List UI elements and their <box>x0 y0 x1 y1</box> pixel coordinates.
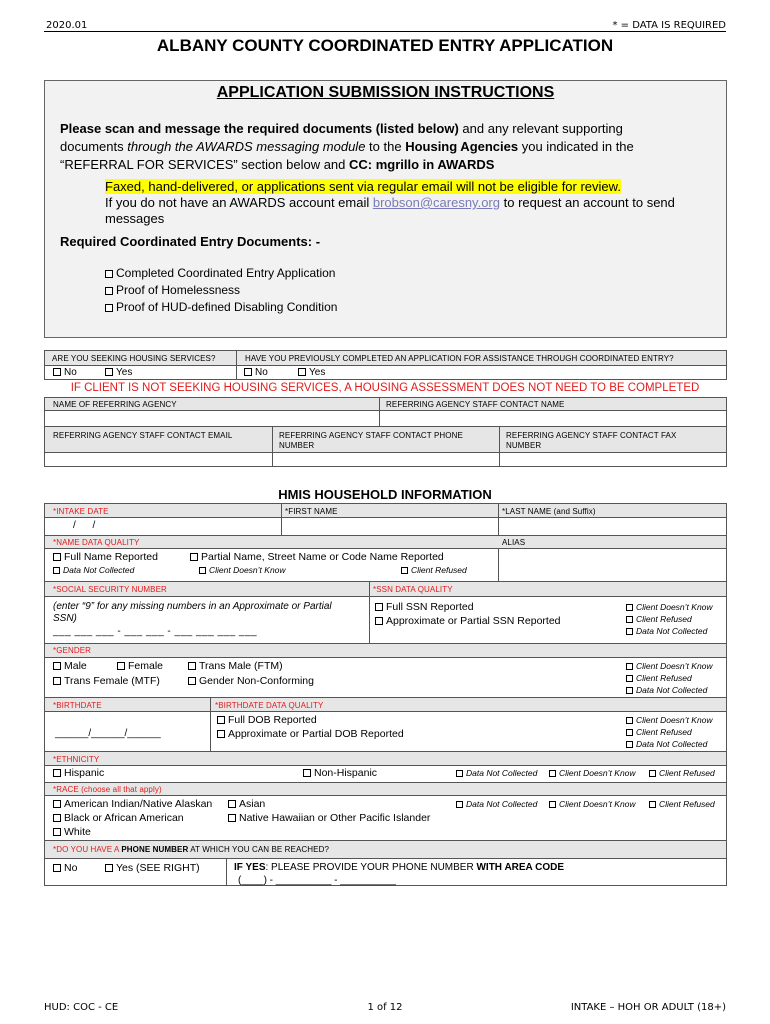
option-label: Client Refused <box>636 727 692 737</box>
instr-text: documents <box>60 139 128 154</box>
contact-fax-input[interactable] <box>500 453 726 466</box>
note-line: (enter “9” for any missing numbers in an Approximate or Partial <box>53 601 332 612</box>
checkbox[interactable] <box>53 864 61 872</box>
option-label: Client Doesn’t Know <box>636 715 713 725</box>
instr-text: you indicated in the <box>518 139 634 154</box>
option-label: White <box>64 826 91 838</box>
phone-instructions <box>234 862 564 873</box>
checkbox[interactable] <box>199 567 206 574</box>
intake-date-input[interactable]: / / <box>73 520 96 531</box>
option-label: No <box>64 367 77 378</box>
agency-label: NAME OF REFERRING AGENCY <box>53 400 177 409</box>
doc-item[interactable] <box>105 282 337 299</box>
trans-female-option[interactable] <box>53 675 160 687</box>
option-label: Client Refused <box>636 614 692 624</box>
option-label: Client Doesn’t Know <box>636 602 713 612</box>
race-nh-option[interactable] <box>228 812 430 824</box>
instr-italic: through the AWARDS messaging module <box>127 139 366 154</box>
instr-text: and any relevant supporting <box>458 121 623 136</box>
checkbox[interactable] <box>626 604 633 611</box>
checkbox[interactable] <box>649 770 656 777</box>
divider <box>45 657 726 658</box>
ssn-cdk-option[interactable] <box>626 601 713 613</box>
option-label: Data Not Collected <box>63 565 135 575</box>
doc-label: Completed Coordinated Entry Application <box>116 266 336 280</box>
checkbox[interactable] <box>105 270 113 278</box>
name-dnc-option[interactable] <box>53 565 134 575</box>
note-line: SSN) <box>53 613 77 624</box>
checkbox[interactable] <box>626 687 633 694</box>
full-dob-option[interactable] <box>217 714 317 726</box>
row-header-bg <box>45 752 726 765</box>
contact-phone-label <box>279 431 463 451</box>
previous-no-option[interactable] <box>244 367 268 378</box>
awards-text: If you do not have an AWARDS account email <box>105 195 373 210</box>
male-option[interactable] <box>53 660 87 672</box>
checkbox[interactable] <box>53 677 61 685</box>
checkbox[interactable] <box>53 828 61 836</box>
checkbox[interactable] <box>188 662 196 670</box>
option-label: Client Refused <box>636 673 692 683</box>
checkbox[interactable] <box>626 729 633 736</box>
option-label: Data Not Collected <box>466 768 538 778</box>
divider <box>226 858 227 885</box>
ssn-other-options <box>626 601 713 637</box>
name-quality-label: *NAME DATA QUALITY <box>53 538 140 547</box>
option-label: No <box>255 367 268 378</box>
approx-dob-option[interactable] <box>217 728 404 740</box>
phone-question <box>53 845 329 854</box>
checkbox[interactable] <box>190 553 198 561</box>
checkbox[interactable] <box>549 770 556 777</box>
instr-part: : PLEASE PROVIDE YOUR PHONE NUMBER <box>265 862 477 873</box>
required-docs-heading: Required Coordinated Entry Documents: - <box>60 234 321 249</box>
option-label: No <box>64 862 78 874</box>
ssn-dnc-option[interactable] <box>626 625 713 637</box>
agency-input[interactable] <box>46 411 378 426</box>
option-label: Yes (SEE RIGHT) <box>116 862 200 874</box>
option-label: Yes <box>309 367 326 378</box>
option-label: Non-Hispanic <box>314 767 378 779</box>
option-label: Client Refused <box>659 799 715 809</box>
race-ai-option[interactable] <box>53 798 212 810</box>
checkbox[interactable] <box>53 800 61 808</box>
highlight-warning: Faxed, hand-delivered, or applications sent via regular email will not be eligible for review. <box>105 179 621 194</box>
option-label: Hispanic <box>64 767 105 779</box>
race-dnc-option[interactable] <box>456 799 537 809</box>
race-black-option[interactable] <box>53 812 184 824</box>
row-header-bg <box>45 536 726 548</box>
phone-input[interactable]: (____) - __________ - __________ <box>238 875 396 886</box>
instructions-paragraph <box>60 120 720 174</box>
ssn-quality-label: *SSN DATA QUALITY <box>373 585 453 594</box>
label-line: NUMBER <box>506 441 542 450</box>
checkbox[interactable] <box>626 675 633 682</box>
option-label: Client Doesn’t Know <box>559 768 636 778</box>
option-label: Approximate or Partial DOB Reported <box>228 728 404 740</box>
contact-name-input[interactable] <box>380 411 726 426</box>
contact-email-label: REFERRING AGENCY STAFF CONTACT EMAIL <box>53 431 233 440</box>
contact-name-label: REFERRING AGENCY STAFF CONTACT NAME <box>386 400 565 409</box>
approx-ssn-option[interactable] <box>375 615 561 627</box>
phone-yes-option[interactable] <box>105 862 200 874</box>
seeking-section <box>44 350 727 380</box>
divider <box>236 351 237 379</box>
option-label: Data Not Collected <box>636 685 708 695</box>
footer-right: INTAKE – HOH OR ADULT (18+) <box>570 1002 726 1013</box>
contact-fax-label <box>506 431 676 451</box>
question-part: AT WHICH YOU CAN BE REACHED? <box>188 845 330 854</box>
instr-part: WITH AREA CODE <box>476 862 565 873</box>
required-note: * = DATA IS REQUIRED <box>612 20 726 31</box>
option-label: Full SSN Reported <box>386 601 474 613</box>
checkbox[interactable] <box>53 662 61 670</box>
ethnicity-cr-option[interactable] <box>649 768 715 778</box>
checkbox[interactable] <box>626 741 633 748</box>
option-label: Data Not Collected <box>636 739 708 749</box>
option-label: Trans Female (MTF) <box>64 675 160 687</box>
gender-other-options <box>626 660 713 696</box>
option-label: Approximate or Partial SSN Reported <box>386 615 561 627</box>
dob-quality-label: *BIRTHDATE DATA QUALITY <box>215 701 324 710</box>
intake-date-label: *INTAKE DATE <box>53 507 109 516</box>
checkbox[interactable] <box>626 616 633 623</box>
checkbox[interactable] <box>217 730 225 738</box>
awards-email-link[interactable]: brobson@caresny.org <box>372 195 500 210</box>
last-name-input[interactable] <box>499 518 726 535</box>
version-label: 2020.01 <box>46 20 88 31</box>
instructions-box <box>44 80 727 338</box>
checkbox[interactable] <box>228 814 236 822</box>
row-header-bg <box>45 644 726 657</box>
gender-label: *GENDER <box>53 646 92 655</box>
page-title: ALBANY COUNTY COORDINATED ENTRY APPLICATION <box>156 36 614 55</box>
ssn-label: *SOCIAL SECURITY NUMBER <box>53 585 167 594</box>
dob-other-options <box>626 714 713 750</box>
option-label: Full DOB Reported <box>228 714 317 726</box>
hmis-section <box>44 503 727 886</box>
first-name-input[interactable] <box>282 518 497 535</box>
ethnicity-cdk-option[interactable] <box>549 768 636 778</box>
doc-label: Proof of Homelessness <box>116 283 241 297</box>
birthdate-label: *BIRTHDATE <box>53 701 102 710</box>
first-name-label: *FIRST NAME <box>285 507 338 516</box>
checkbox[interactable] <box>53 769 61 777</box>
divider <box>45 365 726 366</box>
previous-yes-option[interactable] <box>298 367 325 378</box>
option-label: Female <box>128 660 164 672</box>
gender-dnc-option[interactable] <box>626 684 713 696</box>
hmis-heading: HMIS HOUSEHOLD INFORMATION <box>278 487 492 502</box>
checkbox[interactable] <box>626 663 633 670</box>
race-cdk-option[interactable] <box>549 799 636 809</box>
divider <box>369 582 370 643</box>
option-label: Asian <box>239 798 266 810</box>
ssn-note <box>53 601 332 625</box>
ethnicity-dnc-option[interactable] <box>456 768 537 778</box>
contact-phone-input[interactable] <box>273 453 498 466</box>
question-part: *DO YOU HAVE A <box>53 845 122 854</box>
dob-dnc-option[interactable] <box>626 738 713 750</box>
checkbox[interactable] <box>456 801 463 808</box>
checkbox[interactable] <box>228 800 236 808</box>
divider <box>45 858 726 859</box>
checkbox[interactable] <box>105 864 113 872</box>
row-header-bg <box>45 698 726 711</box>
checkbox[interactable] <box>375 617 383 625</box>
last-name-label: *LAST NAME (and Suffix) <box>502 507 596 516</box>
label-line: REFERRING AGENCY STAFF CONTACT PHONE <box>279 431 463 440</box>
option-label: Data Not Collected <box>466 799 538 809</box>
checkbox[interactable] <box>105 368 113 376</box>
checkbox[interactable] <box>375 603 383 611</box>
full-name-option[interactable] <box>53 551 158 563</box>
checkbox[interactable] <box>217 716 225 724</box>
checkbox[interactable] <box>117 662 125 670</box>
checkbox[interactable] <box>626 717 633 724</box>
checkbox[interactable] <box>188 677 196 685</box>
race-label: *RACE (choose all that apply) <box>53 785 162 794</box>
page-number: 1 of 12 <box>367 1002 403 1013</box>
checkbox[interactable] <box>105 287 113 295</box>
alias-label: ALIAS <box>502 538 526 547</box>
contact-email-input[interactable] <box>46 453 271 466</box>
divider <box>45 795 726 796</box>
checkbox[interactable] <box>649 801 656 808</box>
gender-cr-option[interactable] <box>626 672 713 684</box>
question-part: PHONE NUMBER <box>121 845 189 854</box>
full-ssn-option[interactable] <box>375 601 474 613</box>
awards-text: to request an account to send <box>500 195 675 210</box>
divider <box>45 711 726 712</box>
option-label: Black or African American <box>64 812 184 824</box>
option-label: Full Name Reported <box>64 551 158 563</box>
instructions-heading: APPLICATION SUBMISSION INSTRUCTIONS <box>216 84 555 101</box>
divider <box>210 698 211 751</box>
divider <box>45 596 726 597</box>
non-hispanic-option[interactable] <box>303 767 377 779</box>
instr-bold: Housing Agencies <box>405 139 519 154</box>
doc-item[interactable] <box>105 265 337 282</box>
birthdate-input[interactable]: ______/______/______ <box>55 728 161 739</box>
option-label: Client Refused <box>659 768 715 778</box>
hispanic-option[interactable] <box>53 767 104 779</box>
checkbox[interactable] <box>53 814 61 822</box>
option-label: Yes <box>116 367 133 378</box>
dob-cdk-option[interactable] <box>626 714 713 726</box>
awards-text: messages <box>105 211 165 226</box>
gender-nc-option[interactable] <box>188 675 314 687</box>
option-label: Client Doesn’t Know <box>559 799 636 809</box>
checkbox[interactable] <box>53 567 60 574</box>
checkbox[interactable] <box>105 304 113 312</box>
instr-part: IF YES <box>234 862 266 873</box>
option-label: Native Hawaiian or Other Pacific Islander <box>239 812 431 824</box>
ssn-cr-option[interactable] <box>626 613 713 625</box>
required-docs-list <box>105 265 337 316</box>
option-label: Gender Non-Conforming <box>199 675 314 687</box>
instr-bold: CC: mgrillo in AWARDS <box>349 157 495 172</box>
female-option[interactable] <box>117 660 163 672</box>
option-label: Client Doesn’t Know <box>209 565 286 575</box>
instr-text: to the <box>365 139 406 154</box>
name-cr-option[interactable] <box>401 565 467 575</box>
ssn-input[interactable]: ___ ___ ___ - ___ ___ - ___ ___ ___ ___ <box>53 626 258 637</box>
race-asian-option[interactable] <box>228 798 265 810</box>
seeking-question: ARE YOU SEEKING HOUSING SERVICES? <box>52 354 216 363</box>
alias-input[interactable] <box>499 549 726 581</box>
checkbox[interactable] <box>53 368 61 376</box>
option-label: Male <box>64 660 87 672</box>
option-label: American Indian/Native Alaskan <box>64 798 213 810</box>
checkbox[interactable] <box>244 368 252 376</box>
name-cdk-option[interactable] <box>199 565 286 575</box>
label-line: REFERRING AGENCY STAFF CONTACT FAX <box>506 431 677 440</box>
instr-bold: Please scan and message the required documents (listed below) <box>60 121 459 136</box>
option-label: Data Not Collected <box>636 626 708 636</box>
awards-paragraph <box>105 179 720 227</box>
checkbox[interactable] <box>456 770 463 777</box>
option-label: Client Refused <box>411 565 467 575</box>
checkbox[interactable] <box>53 553 61 561</box>
checkbox[interactable] <box>549 801 556 808</box>
header-rule <box>44 31 726 32</box>
previous-application-question: HAVE YOU PREVIOUSLY COMPLETED AN APPLICATION FOR ASSISTANCE THROUGH COORDINATED ENTRY? <box>245 354 674 363</box>
trans-male-option[interactable] <box>188 660 283 672</box>
checkbox[interactable] <box>303 769 311 777</box>
ethnicity-label: *ETHNICITY <box>53 755 100 764</box>
race-cr-option[interactable] <box>649 799 715 809</box>
option-label: Partial Name, Street Name or Code Name Reported <box>201 551 444 563</box>
instr-text: “REFERRAL FOR SERVICES” section below and <box>60 157 349 172</box>
doc-item[interactable] <box>105 299 337 316</box>
checkbox[interactable] <box>626 628 633 635</box>
dob-cr-option[interactable] <box>626 726 713 738</box>
checkbox[interactable] <box>401 567 408 574</box>
referral-section <box>44 397 727 467</box>
race-white-option[interactable] <box>53 826 91 838</box>
option-label: Trans Male (FTM) <box>199 660 283 672</box>
checkbox[interactable] <box>298 368 306 376</box>
option-label: Client Doesn’t Know <box>636 661 713 671</box>
seeking-yes-option[interactable] <box>105 367 132 378</box>
gender-cdk-option[interactable] <box>626 660 713 672</box>
partial-name-option[interactable] <box>190 551 444 563</box>
phone-no-option[interactable] <box>53 862 77 874</box>
divider <box>45 765 726 766</box>
label-line: NUMBER <box>279 441 315 450</box>
footer-left: HUD: COC - CE <box>44 1002 119 1013</box>
doc-label: Proof of HUD-defined Disabling Condition <box>116 300 338 314</box>
seeking-no-option[interactable] <box>53 367 77 378</box>
seeking-warning: IF CLIENT IS NOT SEEKING HOUSING SERVICES, A HOUSING ASSESSMENT DOES NOT NEED TO BE COMPLETED <box>70 382 700 394</box>
row-header-bg <box>45 504 726 517</box>
